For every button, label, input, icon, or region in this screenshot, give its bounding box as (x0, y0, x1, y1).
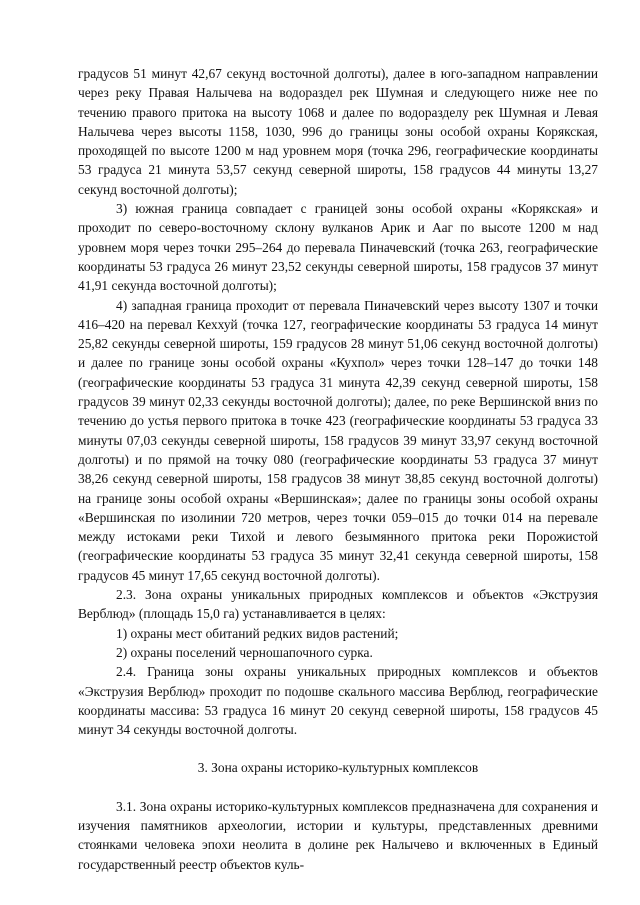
paragraph-western-border: 4) западная граница проходит от перевала Пиначевский через высоту 1307 и точки 416–420 на перевал Кеххуй (точка 127, географические координаты 53 градуса 14 минут 25,82 секунды северной широты, 159 градусов 28 минут 51,06 секунд восточной долготы) и далее по границе зоны особой охраны «Кухпол» через точки 128–147 до точки 148 (географические координаты 53 градуса 31 минута 42,39 секунд северной широты, 158 градусов 39 минут 02,33 секунды восточной долготы); далее, по реке Вершинской вниз по течению до устья первого притока в точке 423 (географические координаты 53 градуса 33 минуты 07,03 секунды северной широты, 158 градусов 39 минут 33,97 секунд восточной долготы) и по прямой на точку 080 (географические координаты 53 градуса 37 минут 38,26 секунд северной широты, 158 градусов 38 минут 38,85 секунд восточной долготы) на границе зоны особой охраны «Вершинская»; далее по границы зоны особой охраны «Вершинская по изолинии 720 метров, через точки 059–015 до точки 014 на перевале между истоками реки Тихой и левого безымянного притока реки Порожистой (географические координаты 53 градуса 35 минут 32,41 секунда северной широты, 158 градусов 45 минут 17,65 секунд восточной долготы). (78, 297, 598, 583)
paragraph-zone-2-3: 2.3. Зона охраны уникальных природных комплексов и объектов «Экструзия Верблюд» (площадь 15,0 га) устанавливается в целях: (78, 587, 598, 622)
paragraph-zone-2-4: 2.4. Граница зоны охраны уникальных природных комплексов и объектов «Экструзия Верблюд» проходит по подошве скального массива Верблюд, географические координаты массива: 53 градуса 16 минут 20 секунд северной широты, 158 градусов 45 минут 34 секунды восточной долготы. (78, 664, 598, 738)
section-heading: 3. Зона охраны историко-культурных комплексов (197, 760, 479, 776)
list-item-marmot: 2) охраны поселений черношапочного сурка. (116, 644, 373, 660)
list-item-plants: 1) охраны мест обитаний редких видов растений; (116, 625, 399, 641)
document-page (78, 64, 598, 874)
paragraph-southern-border: 3) южная граница совпадает с границей зоны особой охраны «Корякская» и проходит по северо-восточному склону вулканов Арик и Ааг по высоте 1200 м над уровнем моря через точки 295–264 до перевала Пиначевский (точка 263, географические координаты 53 градуса 26 минут 23,52 секунды северной широты, 158 градусов 37 минут 41,91 секунда восточной долготы); (78, 201, 598, 294)
paragraph-continuation: градусов 51 минут 42,67 секунд восточной долготы), далее в юго-западном направлении через реку Правая Налычева на водораздел рек Шумная и следующего ниже нее по течению правого притока на высоту 1068 и далее по водоразделу рек Шумная и Левая Налычева через высоты 1158, 1030, 996 до границы зоны особой охраны Корякская, проходящей по высоте 1200 м над уровнем моря (точка 296, географические координаты 53 градуса 21 минута 53,57 секунд северной широты, 158 градусов 44 минуты 13,27 секунд восточной долготы); (78, 66, 598, 197)
paragraph-zone-3-1: 3.1. Зона охраны историко-культурных комплексов предназначена для сохранения и изучения памятников археологии, истории и культуры, представленных древними стоянками человека эпохи неолита в долине рек Налычево и включенных в Единый государственный реестр объектов куль- (78, 798, 598, 872)
